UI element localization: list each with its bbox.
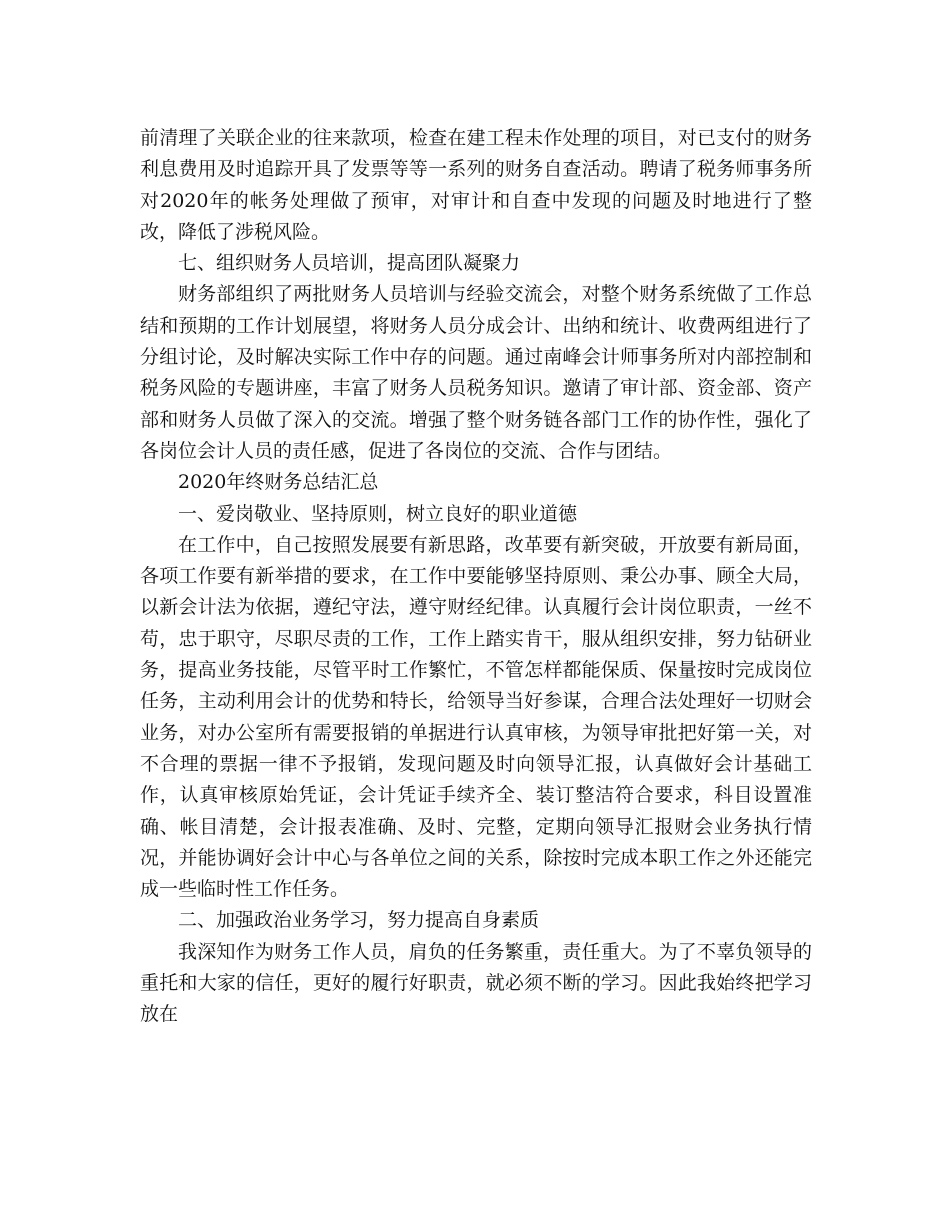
paragraph-continued: 前清理了关联企业的往来款项，检查在建工程未作处理的项目，对已支付的财务利息费用及时追踪开具了发票等等一系列的财务自查活动。聘请了税务师事务所对2020年的帐务处理做了预审，对审计和自查中发现的问题及时地进行了整改，降低了涉税风险。 [140, 127, 812, 243]
section-heading-two: 二、加强政治业务学习，努力提高自身素质 [178, 909, 540, 932]
paragraph-study: 我深知作为财务工作人员，肩负的任务繁重，责任重大。为了不辜负领导的重托和大家的信任，更好的履行好职责，就必须不断的学习。因此我始终把学习放在 [140, 940, 812, 1026]
document-page [140, 123, 812, 1031]
paragraph-work-ethics: 在工作中，自己按照发展要有新思路，改革要有新突破，开放要有新局面，各项工作要有新举措的要求，在工作中要能够坚持原则、秉公办事、顾全大局，以新会计法为依据，遵纪守法，遵守财经纪律。认真履行会计岗位职责，一丝不苟，忠于职守，尽职尽责的工作，工作上踏实肯干，服从组织安排，努力钻研业务，提高业务技能，尽管平时工作繁忙，不管怎样都能保质、保量按时完成岗位任务，主动利用会计的优势和特长，给领导当好参谋，合理合法处理好一切财会业务，对办公室所有需要报销的单据进行认真审核，为领导审批把好第一关，对不合理的票据一律不予报销，发现问题及时向领导汇报，认真做好会计基础工作，认真审核原始凭证，会计凭证手续齐全、装订整洁符合要求，科目设置准确、帐目清楚，会计报表准确、及时、完整，定期向领导汇报财会业务执行情况，并能协调好会计中心与各单位之间的关系，除按时完成本职工作之外还能完成一些临时性工作任务。 [140, 533, 812, 901]
paragraph-training: 财务部组织了两批财务人员培训与经验交流会，对整个财务系统做了工作总结和预期的工作计划展望，将财务人员分成会计、出纳和统计、收费两组进行了分组讨论，及时解决实际工作中存的问题。通过南峰会计师事务所对内部控制和税务风险的专题讲座，丰富了财务人员税务知识。邀请了审计部、资金部、资产部和财务人员做了深入的交流。增强了整个财务链各部门工作的协作性，强化了各岗位会计人员的责任感，促进了各岗位的交流、合作与团结。 [140, 283, 812, 462]
section-heading-one: 一、爱岗敬业、坚持原则，树立良好的职业道德 [178, 502, 578, 525]
section-heading-seven: 七、组织财务人员培训，提高团队凝聚力 [178, 252, 521, 275]
document-subtitle: 2020年终财务总结汇总 [178, 471, 379, 494]
